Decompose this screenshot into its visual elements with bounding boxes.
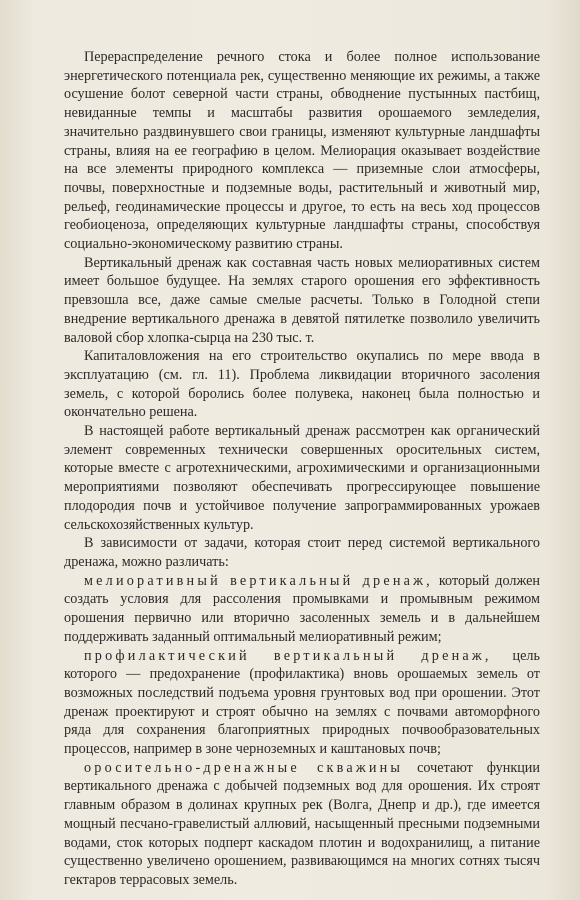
paragraph-8 <box>64 759 540 890</box>
paragraph-8-text: сочетают функции вертикального дренажа с добычей подземных вод для орошения. Их строят главным образом в долинах крупных рек (Волга, Днепр и др.), где имеется мощный песчано-гравелистый аллювий, насыщенный пресными подземными водами, сток которых подперт каскадом плотин и водохранилищ, а питание существенно увеличено орошением, развивающимся на многих сотнях тысяч гектаров террасовых земель. <box>64 759 540 888</box>
paragraph-5: В зависимости от задачи, которая стоит перед системой вертикального дренажа, можно различать: <box>64 535 540 570</box>
paragraph-7-text: цель которого — предохранение (профилактика) вновь орошаемых земель от возможных последствий подъема уровня грунтовых вод при орошении. Этот дренаж проектируют и строят обычно на землях с почвами автоморфного ряда для сохранения благоприятных природных почвообразовательных процессов, например в зоне черноземных и каштановых почв; <box>64 647 540 758</box>
paragraph-6-text: который должен создать условия для рассоления промывками и промывным режимом орошения первично или вторично засоленных земель и в дальнейшем поддерживать заданный оптимальный мелиоративный режим; <box>64 572 540 645</box>
body-text <box>64 48 540 890</box>
paragraph-4: В настоящей работе вертикальный дренаж рассмотрен как органический элемент современных технически совершенных оросительных систем, которые вместе с агротехническими, агрохимическими и организационными мероприятиями позволяют обеспечивать прогрессирующее повышение плодородия почв и устойчивое получение запрограммированных урожаев сельскохозяйственных культур. <box>64 423 540 533</box>
paragraph-1: Перераспределение речного стока и более полное использование энергетического потенциала рек, существенно меняющие их режимы, а также осушение болот северной части страны, обводнение пустынных пастбищ, невиданные темпы и масштабы развития орошаемого земледелия, значительно раздвинувшего свои границы, изменяют культурные ландшафты страны, влияя на ее географию в целом. Мелиорация оказывает воздействие на все элементы природного комплекса — приземные слои атмосферы, почвы, поверхностные и подземные воды, растительный и животный мир, рельеф, геодинамические процессы и другое, то есть на весь ход процессов геобиоценоза, определяющих культурные ландшафты страны, способствуя социально-экономическому развитию страны. <box>64 49 540 253</box>
term-preventive-drainage: профилактический вертикальный дренаж, <box>84 647 492 664</box>
paragraph-3: Капиталовложения на его строительство окупались по мере ввода в эксплуатацию (см. гл. 11). Проблема ликвидации вторичного засоления земель, с которой боролись более полувека, наконец была полностью и окончательно решена. <box>64 348 540 421</box>
paragraph-2: Вертикальный дренаж как составная часть новых мелиоративных систем имеет большое будущее. На землях старого орошения его эффективность превзошла все, даже самые смелые расчеты. Только в Голодной степи внедрение вертикального дренажа в девятой пятилетке позволило увеличить валовой сбор хлопка-сырца на 230 тыс. т. <box>64 254 540 346</box>
paragraph-7 <box>64 647 540 759</box>
term-irrigation-drainage-wells: оросительно-дренажные скважины <box>84 759 404 776</box>
paragraph-6 <box>64 572 540 647</box>
term-meliorative-drainage: мелиоративный вертикальный дренаж, <box>84 572 433 589</box>
